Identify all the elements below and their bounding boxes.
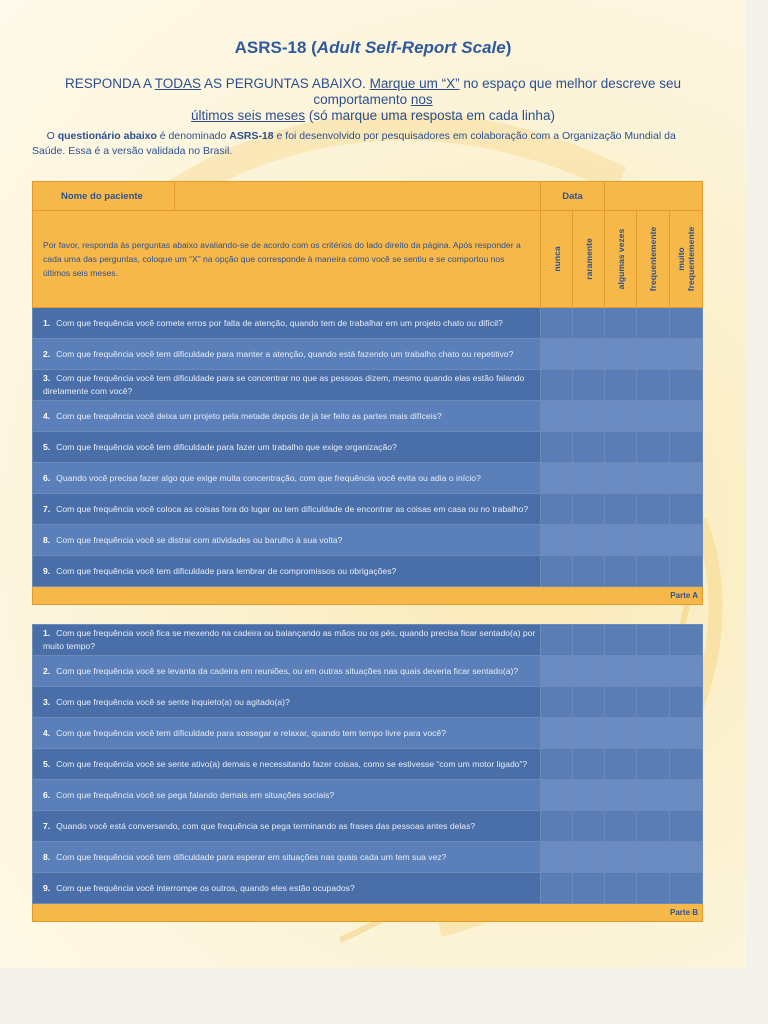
intro-c: é denominado xyxy=(156,130,230,142)
answer-checkbox[interactable] xyxy=(605,780,637,811)
instr-8: (só marque uma resposta em cada linha) xyxy=(305,108,555,123)
answer-checkbox[interactable] xyxy=(605,370,637,401)
page-title xyxy=(0,38,746,58)
question-label: Com que frequência você interrompe os outros, quando eles estão ocupados? xyxy=(56,882,355,893)
instr-2: TODAS xyxy=(154,76,202,91)
answer-checkbox[interactable] xyxy=(605,842,637,873)
directions-row xyxy=(33,211,703,308)
answer-checkbox[interactable] xyxy=(605,463,637,494)
title-end: ) xyxy=(505,38,512,57)
question-row xyxy=(33,625,703,656)
part-b-footer xyxy=(33,904,703,922)
option-label: frequentemente xyxy=(648,226,658,292)
question-label: Com que frequência você tem dificuldade para fazer um trabalho que exige organização? xyxy=(56,441,397,452)
answer-checkbox[interactable] xyxy=(573,308,605,339)
question-label: Com que frequência você tem dificuldade para lembrar de compromissos ou obrigações? xyxy=(56,565,397,576)
option-label: muito frequentemente xyxy=(676,226,696,292)
answer-checkbox[interactable] xyxy=(637,656,670,687)
question-text xyxy=(33,625,541,656)
form-part-b xyxy=(32,624,703,922)
question-row xyxy=(33,718,703,749)
answer-checkbox[interactable] xyxy=(670,656,703,687)
question-text xyxy=(33,718,541,749)
question-number: 3. xyxy=(43,696,51,707)
question-text xyxy=(33,308,541,339)
question-text xyxy=(33,432,541,463)
answer-checkbox[interactable] xyxy=(670,308,703,339)
question-label: Com que frequência você tem dificuldade para esperar em situações nas quais cada um tem sua vez? xyxy=(56,851,447,862)
instr-4: Marque um “X” xyxy=(369,76,460,91)
question-row xyxy=(33,339,703,370)
answer-checkbox[interactable] xyxy=(637,842,670,873)
answer-checkbox[interactable] xyxy=(573,339,605,370)
question-number: 7. xyxy=(43,820,51,831)
answer-checkbox[interactable] xyxy=(637,687,670,718)
option-label: algumas vezes xyxy=(615,228,626,290)
answer-checkbox[interactable] xyxy=(541,749,573,780)
question-label: Com que frequência você se sente inquieto(a) ou agitado(a)? xyxy=(56,696,290,707)
question-row xyxy=(33,432,703,463)
instr-1: RESPONDA A xyxy=(64,76,155,91)
patient-row xyxy=(33,182,703,211)
question-number: 9. xyxy=(43,882,51,893)
answer-checkbox[interactable] xyxy=(573,525,605,556)
answer-checkbox[interactable] xyxy=(541,625,573,656)
answer-checkbox[interactable] xyxy=(541,873,573,904)
answer-checkbox[interactable] xyxy=(573,687,605,718)
answer-checkbox[interactable] xyxy=(541,687,573,718)
question-text xyxy=(33,687,541,718)
answer-checkbox[interactable] xyxy=(605,339,637,370)
question-label: Com que frequência você fica se mexendo na cadeira ou balançando as mãos ou os pés, quando precisa ficar sentado(a) por muito tempo? xyxy=(43,628,536,651)
question-label: Com que frequência você comete erros por falta de atenção, quando tem de trabalhar em um projeto chato ou difícil? xyxy=(56,317,503,328)
question-row xyxy=(33,656,703,687)
question-number: 6. xyxy=(43,789,51,800)
answer-checkbox[interactable] xyxy=(670,749,703,780)
form-part-a xyxy=(32,181,703,605)
question-text xyxy=(33,873,541,904)
instr-7: últimos seis meses xyxy=(191,108,306,123)
question-label: Quando você precisa fazer algo que exige muita concentração, com que frequência você evita ou adia o início? xyxy=(56,472,481,483)
instr-6: nos xyxy=(410,92,433,107)
instructions xyxy=(28,76,718,124)
answer-checkbox[interactable] xyxy=(670,811,703,842)
question-label: Com que frequência você tem dificuldade para sossegar e relaxar, quando tem tempo livre para você? xyxy=(56,727,446,738)
question-label: Com que frequência você se distrai com atividades ou barulho à sua volta? xyxy=(56,534,343,545)
part-b-questions xyxy=(33,625,703,904)
question-text xyxy=(33,370,541,401)
answer-checkbox[interactable] xyxy=(541,780,573,811)
question-number: 6. xyxy=(43,472,51,483)
intro-e: e foi desenvolvido por pesquisadores em colaboração com a Organização Mundial da Saúde. Essa é a versão validada no Brasil. xyxy=(32,130,676,157)
answer-checkbox[interactable] xyxy=(670,463,703,494)
answer-checkbox[interactable] xyxy=(605,873,637,904)
answer-checkbox[interactable] xyxy=(605,718,637,749)
instr-3: AS PERGUNTAS ABAIXO. xyxy=(201,76,370,91)
answer-checkbox[interactable] xyxy=(670,432,703,463)
answer-checkbox[interactable] xyxy=(605,625,637,656)
answer-checkbox[interactable] xyxy=(637,625,670,656)
question-label: Quando você está conversando, com que frequência se pega terminando as frases das pessoas antes delas? xyxy=(56,820,476,831)
answer-checkbox[interactable] xyxy=(573,749,605,780)
question-number: 3. xyxy=(43,373,51,383)
intro-b: questionário abaixo xyxy=(57,130,157,142)
answer-checkbox[interactable] xyxy=(637,432,670,463)
answer-checkbox[interactable] xyxy=(541,525,573,556)
answer-checkbox[interactable] xyxy=(573,556,605,587)
answer-checkbox[interactable] xyxy=(637,370,670,401)
answer-checkbox[interactable] xyxy=(637,494,670,525)
question-row xyxy=(33,370,703,401)
answer-checkbox[interactable] xyxy=(605,432,637,463)
answer-checkbox[interactable] xyxy=(541,432,573,463)
answer-checkbox[interactable] xyxy=(605,811,637,842)
answer-checkbox[interactable] xyxy=(605,687,637,718)
answer-checkbox[interactable] xyxy=(670,525,703,556)
answer-checkbox[interactable] xyxy=(573,873,605,904)
answer-checkbox[interactable] xyxy=(670,873,703,904)
answer-checkbox[interactable] xyxy=(573,842,605,873)
part-a-label: Parte A xyxy=(33,587,703,605)
question-row xyxy=(33,842,703,873)
answer-checkbox[interactable] xyxy=(541,718,573,749)
answer-checkbox[interactable] xyxy=(637,873,670,904)
part-b-label: Parte B xyxy=(33,904,703,922)
question-label: Com que frequência você se sente ativo(a) demais e necessitando fazer coisas, como se estivesse “com um motor ligado”? xyxy=(56,758,528,769)
question-label: Com que frequência você se levanta da cadeira em reuniões, ou em outras situações nas quais deveria ficar sentado(a)? xyxy=(56,665,519,676)
answer-checkbox[interactable] xyxy=(670,625,703,656)
question-text xyxy=(33,842,541,873)
intro-paragraph xyxy=(32,129,692,159)
answer-checkbox[interactable] xyxy=(605,656,637,687)
answer-checkbox[interactable] xyxy=(573,370,605,401)
question-row xyxy=(33,811,703,842)
answer-checkbox[interactable] xyxy=(605,556,637,587)
option-label: raramente xyxy=(583,238,594,280)
option-rarely xyxy=(573,211,605,308)
answer-checkbox[interactable] xyxy=(541,463,573,494)
answer-checkbox[interactable] xyxy=(637,811,670,842)
question-row xyxy=(33,494,703,525)
question-text xyxy=(33,749,541,780)
answer-checkbox[interactable] xyxy=(637,339,670,370)
answer-checkbox[interactable] xyxy=(670,556,703,587)
option-sometimes xyxy=(605,211,637,308)
answer-checkbox[interactable] xyxy=(573,718,605,749)
title-text: ASRS-18 ( xyxy=(234,38,317,57)
answer-checkbox[interactable] xyxy=(573,401,605,432)
instr-5: no espaço que melhor descreve seu comportamento xyxy=(313,76,682,107)
question-row xyxy=(33,749,703,780)
question-number: 8. xyxy=(43,851,51,862)
answer-checkbox[interactable] xyxy=(573,625,605,656)
answer-checkbox[interactable] xyxy=(637,401,670,432)
answer-checkbox[interactable] xyxy=(670,780,703,811)
question-text xyxy=(33,556,541,587)
answer-checkbox[interactable] xyxy=(541,401,573,432)
question-row xyxy=(33,463,703,494)
question-label: Com que frequência você coloca as coisas fora do lugar ou tem dificuldade de encontrar as coisas em casa ou no trabalho? xyxy=(56,503,529,514)
answer-checkbox[interactable] xyxy=(605,749,637,780)
question-text xyxy=(33,656,541,687)
question-row xyxy=(33,525,703,556)
answer-checkbox[interactable] xyxy=(605,525,637,556)
answer-checkbox[interactable] xyxy=(670,718,703,749)
answer-checkbox[interactable] xyxy=(573,811,605,842)
date-label: Data xyxy=(541,182,605,211)
answer-checkbox[interactable] xyxy=(637,780,670,811)
question-label: Com que frequência você deixa um projeto pela metade depois de já ter feito as partes mais difíceis? xyxy=(56,410,442,421)
question-number: 7. xyxy=(43,503,51,514)
question-row xyxy=(33,401,703,432)
answer-checkbox[interactable] xyxy=(541,842,573,873)
answer-checkbox[interactable] xyxy=(541,811,573,842)
patient-label: Nome do paciente xyxy=(33,182,175,211)
question-number: 4. xyxy=(43,410,51,421)
question-label: Com que frequência você tem dificuldade para manter a atenção, quando está fazendo um trabalho chato ou repetitivo? xyxy=(56,348,514,359)
answer-checkbox[interactable] xyxy=(541,339,573,370)
question-row xyxy=(33,687,703,718)
answer-checkbox[interactable] xyxy=(670,401,703,432)
patient-name-field[interactable] xyxy=(175,182,541,211)
question-number: 1. xyxy=(43,628,51,638)
question-text xyxy=(33,339,541,370)
question-number: 9. xyxy=(43,565,51,576)
answer-checkbox[interactable] xyxy=(637,749,670,780)
answer-checkbox[interactable] xyxy=(573,432,605,463)
answer-checkbox[interactable] xyxy=(541,308,573,339)
question-number: 5. xyxy=(43,758,51,769)
question-row xyxy=(33,556,703,587)
question-row xyxy=(33,873,703,904)
question-label: Com que frequência você tem dificuldade para se concentrar no que as pessoas dizem, mesmo quando elas estão falando diretamente com você? xyxy=(43,373,525,396)
option-often xyxy=(637,211,670,308)
option-never xyxy=(541,211,573,308)
question-text xyxy=(33,401,541,432)
answer-checkbox[interactable] xyxy=(605,308,637,339)
directions-text: Por favor, responda às perguntas abaixo avaliando-se de acordo com os critérios do lado direito da página. Após responder a cada uma das perguntas, coloque um “X” na opção que corresponde à maneira como você se sentiu e se comportou nos últimos seis meses. xyxy=(33,211,541,308)
question-number: 8. xyxy=(43,534,51,545)
option-very-often xyxy=(670,211,703,308)
intro-a: O xyxy=(46,130,58,142)
answer-checkbox[interactable] xyxy=(637,718,670,749)
title-italic: Adult Self-Report Scale xyxy=(316,38,506,57)
question-text xyxy=(33,525,541,556)
answer-checkbox[interactable] xyxy=(637,308,670,339)
question-text xyxy=(33,463,541,494)
intro-d: ASRS-18 xyxy=(229,130,274,142)
question-number: 2. xyxy=(43,348,51,359)
answer-checkbox[interactable] xyxy=(670,842,703,873)
answer-checkbox[interactable] xyxy=(670,687,703,718)
question-row xyxy=(33,308,703,339)
question-number: 2. xyxy=(43,665,51,676)
answer-checkbox[interactable] xyxy=(541,370,573,401)
question-text xyxy=(33,780,541,811)
answer-checkbox[interactable] xyxy=(670,370,703,401)
question-label: Com que frequência você se pega falando demais em situações sociais? xyxy=(56,789,335,800)
answer-checkbox[interactable] xyxy=(605,401,637,432)
part-a-questions xyxy=(33,308,703,587)
answer-checkbox[interactable] xyxy=(541,656,573,687)
option-label: nunca xyxy=(551,246,562,272)
answer-checkbox[interactable] xyxy=(573,463,605,494)
answer-checkbox[interactable] xyxy=(670,339,703,370)
answer-checkbox[interactable] xyxy=(670,494,703,525)
answer-checkbox[interactable] xyxy=(573,656,605,687)
answer-checkbox[interactable] xyxy=(637,556,670,587)
question-text xyxy=(33,494,541,525)
question-text xyxy=(33,811,541,842)
answer-checkbox[interactable] xyxy=(541,494,573,525)
question-number: 1. xyxy=(43,317,51,328)
question-number: 4. xyxy=(43,727,51,738)
answer-checkbox[interactable] xyxy=(573,780,605,811)
part-a-footer xyxy=(33,587,703,605)
answer-checkbox[interactable] xyxy=(605,494,637,525)
question-number: 5. xyxy=(43,441,51,452)
answer-checkbox[interactable] xyxy=(637,463,670,494)
answer-checkbox[interactable] xyxy=(573,494,605,525)
answer-checkbox[interactable] xyxy=(637,525,670,556)
date-field[interactable] xyxy=(605,182,703,211)
question-row xyxy=(33,780,703,811)
answer-checkbox[interactable] xyxy=(541,556,573,587)
